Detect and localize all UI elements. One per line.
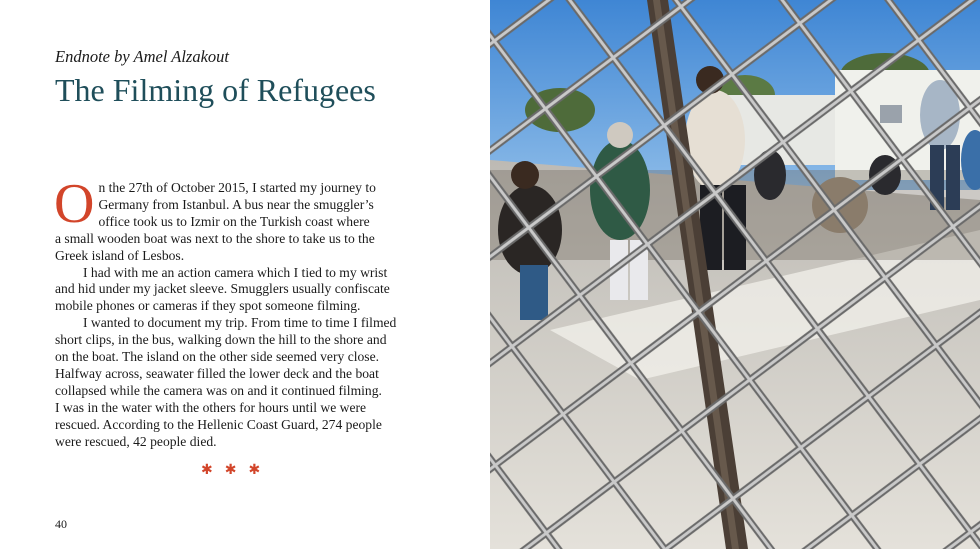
paragraph-2 [55, 265, 430, 316]
text-line: I was in the water with the others for hours until we were [55, 399, 367, 415]
text-line: on the boat. The island on the other side seemed very close. [55, 349, 380, 365]
drop-cap: O [54, 173, 95, 235]
asterisk-ornament-icon: ✱ [224, 462, 237, 478]
text-line: Germany from Istanbul. A bus near the smuggler’s [98, 196, 374, 212]
asterisk-ornament-icon: ✱ [248, 462, 261, 478]
section-break-ornaments [201, 462, 260, 478]
text-line: I had with me an action camera which I tied to my wrist [83, 264, 388, 280]
text-line: office took us to Izmir on the Turkish coast where [98, 213, 370, 229]
refugee-camp-photo [490, 0, 980, 549]
text-line: mobile phones or cameras if they spot someone filming. [55, 298, 361, 314]
paragraph-1 [54, 173, 430, 265]
page-number: 40 [55, 517, 67, 531]
endnote-byline: Endnote by Amel Alzakout [55, 47, 229, 66]
text-line: and hid under my jacket sleeve. Smugglers usually confiscate [55, 281, 390, 297]
text-line: Halfway across, seawater filled the lower deck and the boat [55, 365, 379, 381]
chapter-title: The Filming of Refugees [55, 72, 376, 108]
text-line: rescued. According to the Hellenic Coast Guard, 274 people [55, 416, 382, 432]
asterisk-ornament-icon: ✱ [201, 462, 213, 478]
chain-link-fence [490, 0, 980, 549]
text-line: a small wooden boat was next to the shore to take us to the [55, 230, 375, 246]
text-line: n the 27th of October 2015, I started my journey to [98, 180, 376, 195]
text-line: I wanted to document my trip. From time to time I filmed [83, 315, 397, 331]
text-line: were rescued, 42 people died. [55, 433, 217, 449]
text-line: Greek island of Lesbos. [55, 247, 185, 263]
paragraph-3 [55, 315, 430, 450]
text-line: short clips, in the bus, walking down the hill to the shore and [55, 332, 387, 348]
body-text [54, 173, 430, 451]
text-line: collapsed while the camera was on and it continued filming. [55, 382, 382, 398]
